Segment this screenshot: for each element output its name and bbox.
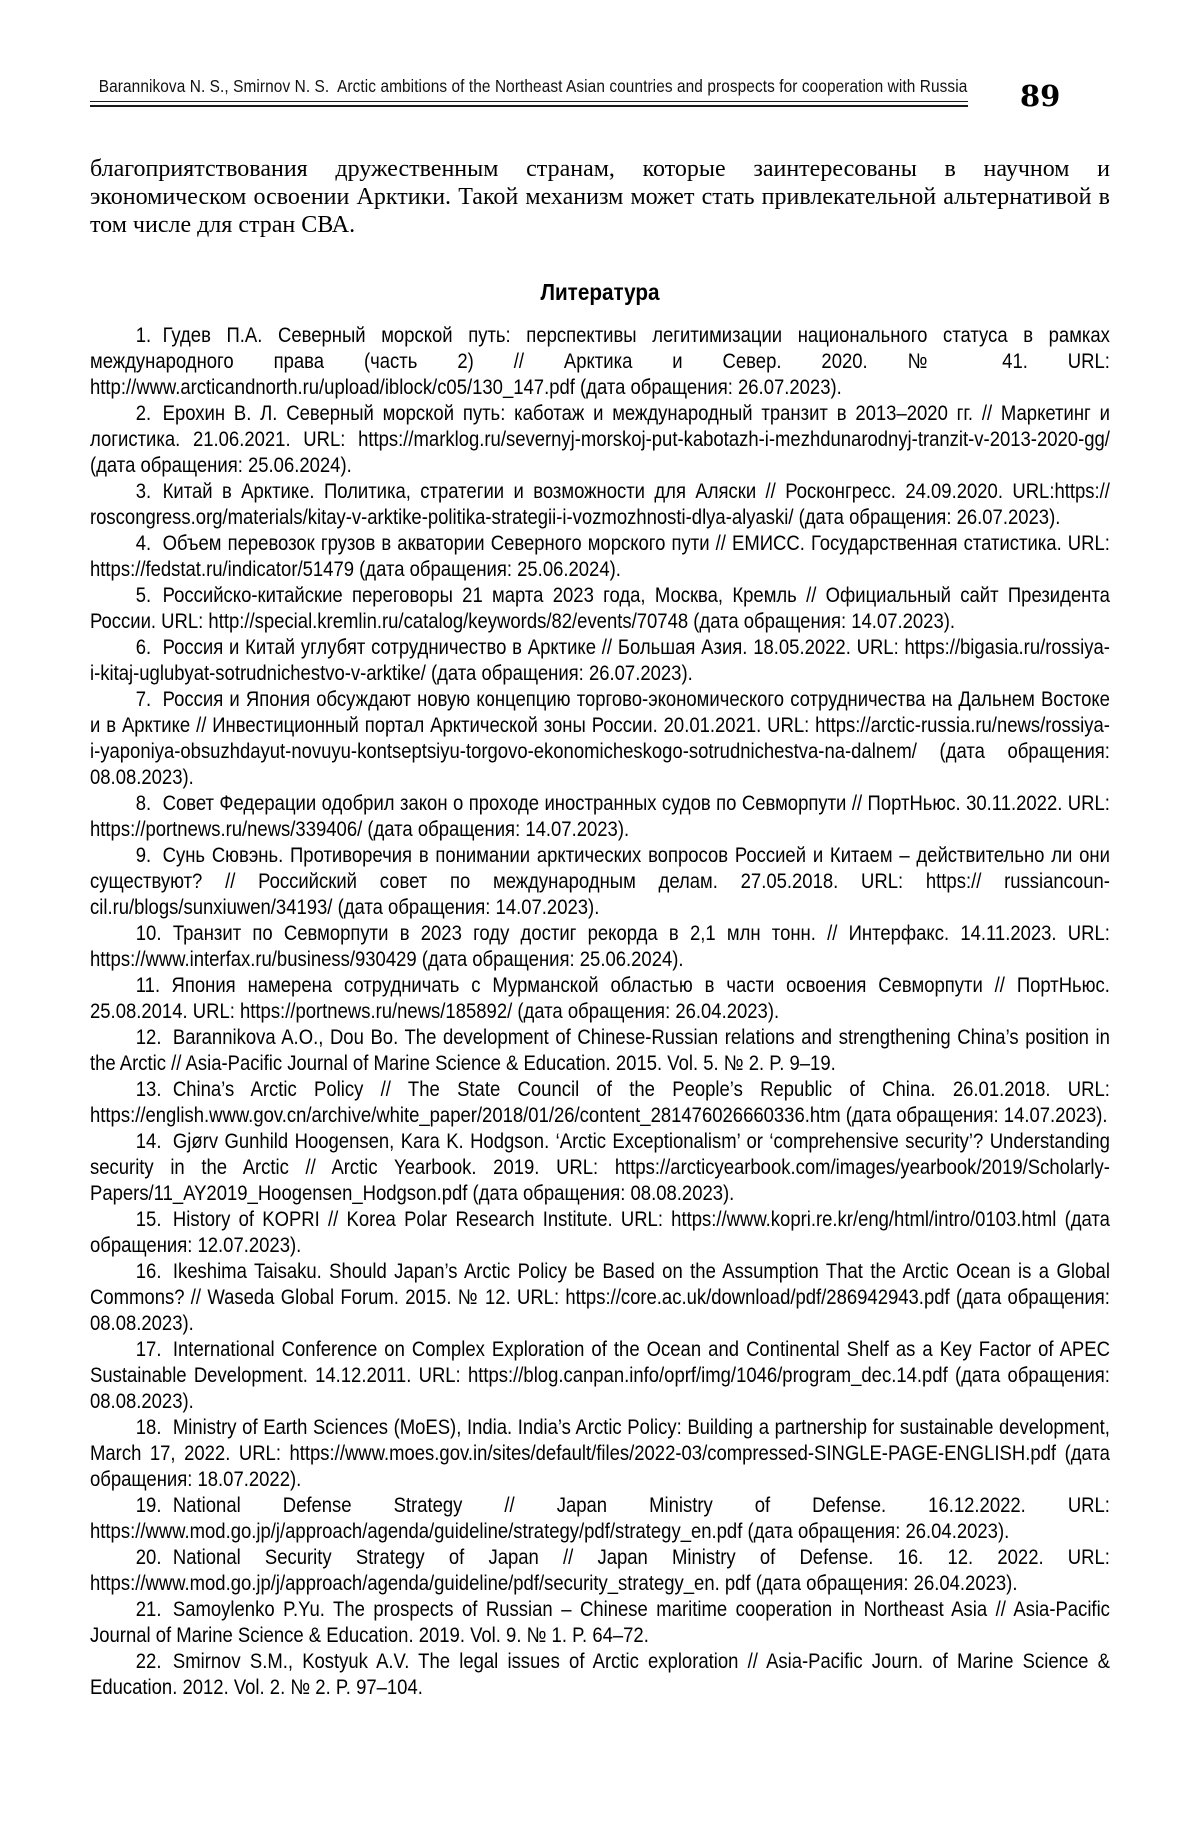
reference-number: 5. bbox=[135, 584, 152, 607]
reference-text: Гудев П.А. Северный морской путь: перспективы легитимизации национального статуса в рамках международного права (часть 2) // Арктика и Север. 2020. № 41. URL: http://www.arcticandnorth.ru/upload/iblock/c05/130_147.pdf (дата обращения: 26.07.2023). bbox=[90, 324, 1110, 399]
reference-item bbox=[90, 973, 1110, 1025]
reference-item bbox=[90, 1259, 1110, 1337]
reference-text: National Security Strategy of Japan // Japan Ministry of Defense. 16. 12. 2022. URL: https://www.mod.go.jp/j/approach/agenda/guideline/pdf/security_strategy_en. pdf (дата обращения: 26.04.2023). bbox=[90, 1546, 1110, 1595]
reference-number: 20. bbox=[135, 1546, 162, 1569]
reference-text: Япония намерена сотрудничать с Мурманской областью в части освоения Севморпути // ПортНьюс. 25.08.2014. URL: https://portnews.ru/news/185892/ (дата обращения: 26.04.2023). bbox=[90, 974, 1110, 1023]
reference-text: Россия и Китай углубят сотрудничество в Арктике // Большая Азия. 18.05.2022. URL: https://bigasia.ru/rossiya-i-kitaj-uglubyat-sotrudnichestvo-v-arktike/ (дата обращения: 26.07.2023). bbox=[90, 636, 1110, 685]
reference-number: 3. bbox=[135, 480, 152, 503]
reference-number: 2. bbox=[135, 402, 152, 425]
reference-number: 13. bbox=[135, 1078, 162, 1101]
header-rule bbox=[90, 101, 968, 107]
reference-text: Транзит по Севморпути в 2023 году достиг рекорда в 2,1 млн тонн. // Интерфакс. 14.11.2023. URL: https://www.interfax.ru/business/930429 (дата обращения: 25.06.2024). bbox=[90, 922, 1110, 971]
running-head: Barannikova N. S., Smirnov N. S. Arctic ambitions of the Northeast Asian countries and prospects for cooperation with Russia bbox=[98, 76, 968, 96]
reference-text: Ikeshima Taisaku. Should Japan’s Arctic Policy be Based on the Assumption That the Arctic Ocean is a Global Commons? // Waseda Global Forum. 2015. № 12. URL: https://core.ac.uk/download/pdf/286942943.pdf (дата обращения: 08.08.2023). bbox=[90, 1260, 1110, 1335]
reference-number: 9. bbox=[135, 844, 152, 867]
reference-text: Smirnov S.M., Kostyuk A.V. The legal issues of Arctic exploration // Asia-Pacific Journ. of Marine Science & Education. 2012. Vol. 2. № 2. P. 97–104. bbox=[90, 1650, 1110, 1699]
reference-item bbox=[90, 323, 1110, 401]
reference-item bbox=[90, 635, 1110, 687]
reference-item bbox=[90, 1493, 1110, 1545]
page-number: 89 bbox=[1020, 79, 1061, 113]
reference-number: 7. bbox=[135, 688, 152, 711]
reference-item bbox=[90, 531, 1110, 583]
reference-number: 10. bbox=[135, 922, 162, 945]
reference-text: History of KOPRI // Korea Polar Research Institute. URL: https://www.kopri.re.kr/eng/html/intro/0103.html (дата обращения: 12.07.2023). bbox=[90, 1208, 1110, 1257]
reference-number: 12. bbox=[135, 1026, 162, 1049]
reference-number: 1. bbox=[135, 324, 152, 347]
reference-item bbox=[90, 1077, 1110, 1129]
reference-number: 11. bbox=[135, 974, 161, 997]
reference-item bbox=[90, 1337, 1110, 1415]
reference-number: 19. bbox=[135, 1494, 162, 1517]
reference-item bbox=[90, 687, 1110, 791]
reference-number: 17. bbox=[135, 1338, 162, 1361]
reference-number: 8. bbox=[135, 792, 152, 815]
reference-text: Объем перевозок грузов в акватории Северного морского пути // ЕМИСС. Государственная статистика. URL: https://fedstat.ru/indicator/51479 (дата обращения: 25.06.2024). bbox=[90, 532, 1110, 581]
reference-number: 18. bbox=[135, 1416, 162, 1439]
reference-number: 21. bbox=[135, 1598, 162, 1621]
reference-item bbox=[90, 479, 1110, 531]
reference-number: 16. bbox=[135, 1260, 162, 1283]
reference-text: National Defense Strategy // Japan Ministry of Defense. 16.12.2022. URL: https://www.mod.go.jp/j/approach/agenda/guideline/strategy/pdf/strategy_en.pdf (дата обращения: 26.04.2023). bbox=[90, 1494, 1110, 1543]
reference-text: Китай в Арктике. Политика, стратегии и возможности для Аляски // Росконгресс. 24.09.2020. URL:https:// roscongress.org/materials/kitay-v-arktike-politika-strategii-i-vozmozhnosti-dlya-alyaski/ (дата обращения: 26.07.2023). bbox=[90, 480, 1110, 529]
reference-number: 15. bbox=[135, 1208, 162, 1231]
reference-item bbox=[90, 843, 1110, 921]
reference-text: International Conference on Complex Exploration of the Ocean and Continental Shelf as a Key Factor of APEC Sustainable Development. 14.12.2011. URL: https://blog.canpan.info/oprf/img/1046/program_dec.14.pdf (дата обращения: 08.08.2023). bbox=[90, 1338, 1110, 1413]
references-heading: Литература bbox=[540, 279, 660, 305]
reference-text: Совет Федерации одобрил закон о проходе иностранных судов по Севморпути // ПортНьюс. 30.11.2022. URL: https://portnews.ru/news/339406/ (дата обращения: 14.07.2023). bbox=[90, 792, 1110, 841]
reference-number: 22. bbox=[135, 1650, 162, 1673]
reference-number: 4. bbox=[135, 532, 152, 555]
reference-text: Ерохин В. Л. Северный морской путь: каботаж и международный транзит в 2013–2020 гг. // Маркетинг и логистика. 21.06.2021. URL: https://marklog.ru/severnyj-morskoj-put-kabotazh-i-mezhdunarodnyj-tranzit-v-2013-2020-gg/ (дата обращения: 25.06.2024). bbox=[90, 402, 1110, 477]
reference-number: 6. bbox=[135, 636, 152, 659]
reference-item bbox=[90, 583, 1110, 635]
reference-item bbox=[90, 1545, 1110, 1597]
reference-text: Gjørv Gunhild Hoogensen, Kara K. Hodgson. ‘Arctic Exceptionalism’ or ‘comprehensive security’? Understanding security in the Arctic // Arctic Yearbook. 2019. URL: https://arcticyearbook.com/images/yearbook/2019/Scholarly-Papers/11_AY2019_Hoogensen_Hodgson.pdf (дата обращения: 08.08.2023). bbox=[90, 1130, 1110, 1205]
references-list bbox=[90, 323, 1110, 1701]
reference-item bbox=[90, 1415, 1110, 1493]
reference-text: Ministry of Earth Sciences (MoES), India. India’s Arctic Policy: Building a partnership for sustainable development, March 17, 2022. URL: https://www.moes.gov.in/sites/default/files/2022-03/compressed-SINGLE-PAGE-ENGLISH.pdf (дата обращения: 18.07.2022). bbox=[90, 1416, 1110, 1491]
reference-item bbox=[90, 921, 1110, 973]
reference-item bbox=[90, 1597, 1110, 1649]
reference-item bbox=[90, 1129, 1110, 1207]
reference-text: Barannikova A.O., Dou Bo. The development of Chinese-Russian relations and strengthening China’s position in the Arctic // Asia-Pacific Journal of Marine Science & Education. 2015. Vol. 5. № 2. P. 9–19. bbox=[90, 1026, 1110, 1075]
page-header bbox=[90, 76, 1110, 111]
reference-item bbox=[90, 1025, 1110, 1077]
reference-text: China’s Arctic Policy // The State Council of the People’s Republic of China. 26.01.2018. URL: https://english.www.gov.cn/archive/white_paper/2018/01/26/content_281476026660336.htm (дата обращения: 14.07.2023). bbox=[90, 1078, 1110, 1127]
reference-text: Российско-китайские переговоры 21 марта 2023 года, Москва, Кремль // Официальный сайт Президента России. URL: http://special.kremlin.ru/catalog/keywords/82/events/70748 (дата обращения: 14.07.2023). bbox=[90, 584, 1110, 633]
running-head-block bbox=[90, 76, 968, 107]
reference-item bbox=[90, 1649, 1110, 1701]
reference-item bbox=[90, 1207, 1110, 1259]
intro-paragraph: благоприятствования дружественным странам, которые заинтересованы в научном и экономическом освоении Арктики. Такой механизм может стать привлекательной альтернативой в том числе для стран СВА. bbox=[90, 156, 1110, 238]
reference-item bbox=[90, 401, 1110, 479]
reference-text: Samoylenko P.Yu. The prospects of Russian – Chinese maritime cooperation in Northeast Asia // Asia-Pacific Journal of Marine Science & Education. 2019. Vol. 9. № 1. P. 64–72. bbox=[90, 1598, 1110, 1647]
reference-text: Сунь Сювэнь. Противоречия в понимании арктических вопросов Россией и Китаем – действительно ли они существуют? // Российский совет по международным делам. 27.05.2018. URL: https:// russiancoun-cil.ru/blogs/sunxiuwen/34193/ (дата обращения: 14.07.2023). bbox=[90, 844, 1110, 919]
reference-item bbox=[90, 791, 1110, 843]
reference-text: Россия и Япония обсуждают новую концепцию торгово-экономического сотрудничества на Дальнем Востоке и в Арктике // Инвестиционный портал Арктической зоны России. 20.01.2021. URL: https://arctic-russia.ru/news/rossiya-i-yaponiya-obsuzhdayut-novuyu-kontseptsiyu-torgovo-ekonomicheskogo-sotrudnichestva-na-dalnem/ (дата обращения: 08.08.2023). bbox=[90, 688, 1110, 789]
reference-number: 14. bbox=[135, 1130, 162, 1153]
